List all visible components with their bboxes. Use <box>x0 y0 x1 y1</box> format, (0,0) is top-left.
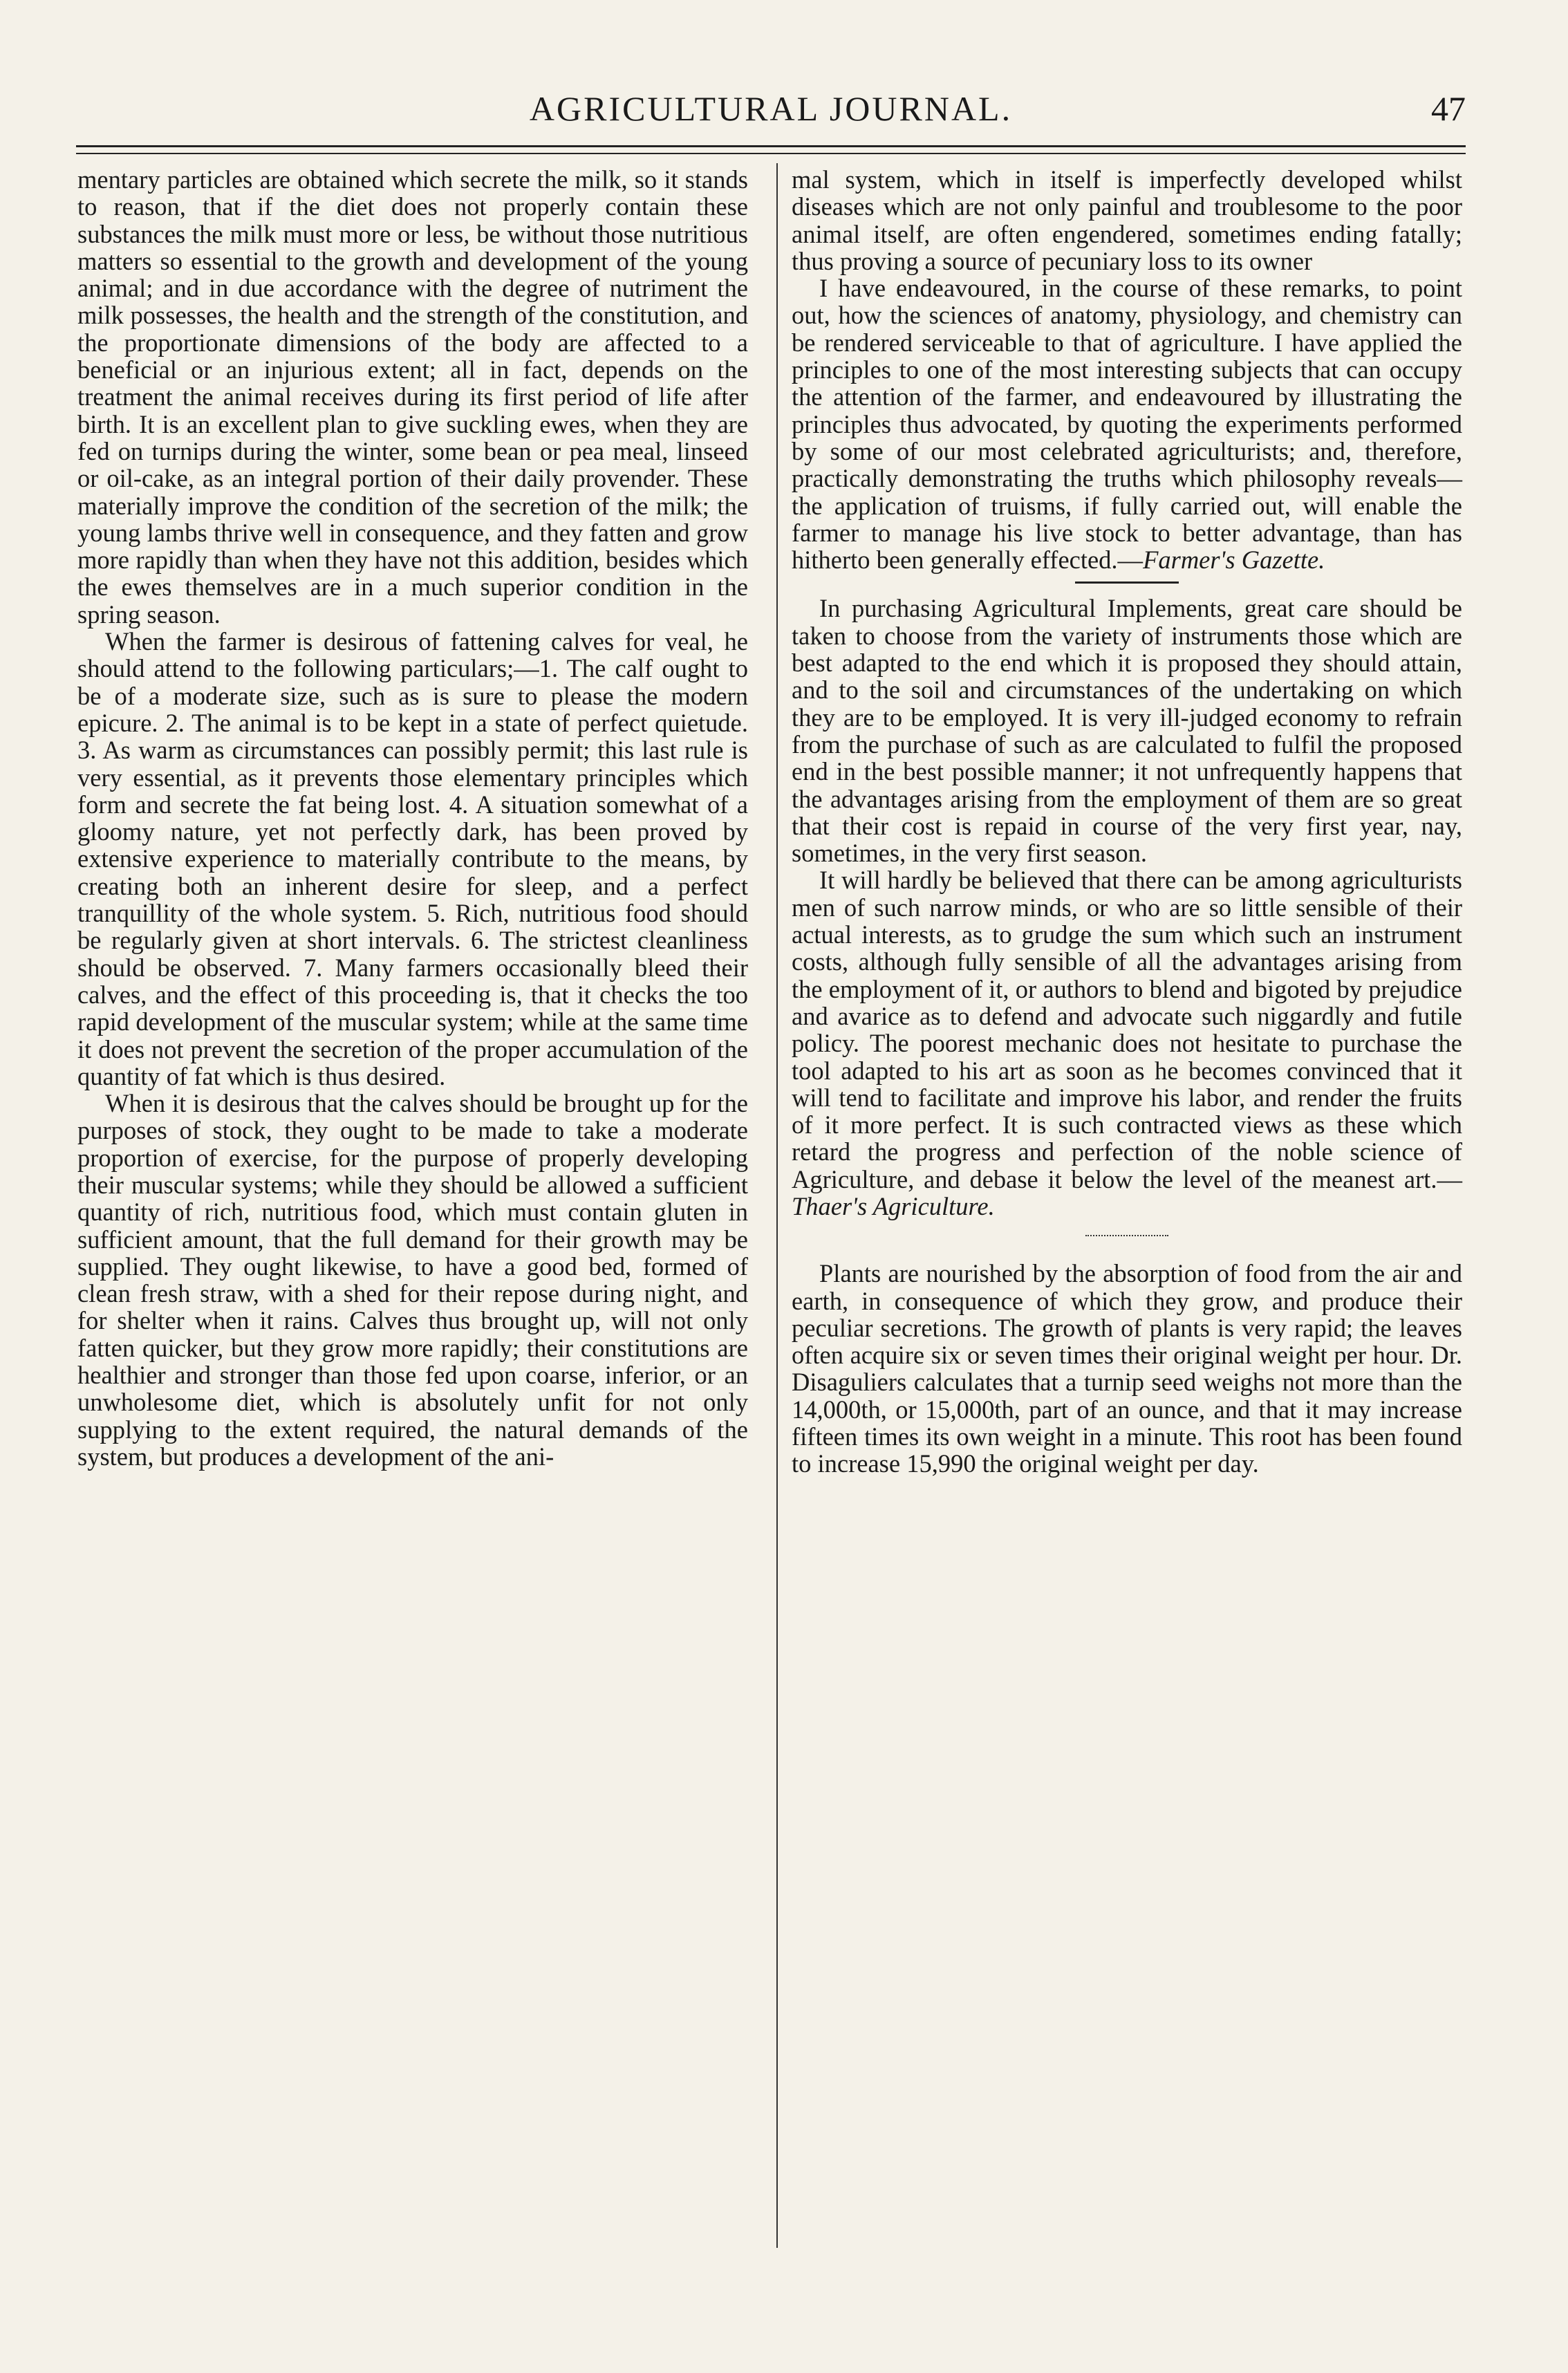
paragraph-text: I have endeavoured, in the course of these remarks, to point out, how the sciences of anatomy, physiology, and chemistry can be rendered serviceable to that of agriculture. I have applied the principles to one of the most interesting subjects that can occupy the attention of the farmer, and endeavoured by illustrating the principles thus advocated, by quoting the experiments performed by some of our most celebrated agriculturists; and, therefore, practically demonstrating the truths which philosophy reveals—the application of truisms, if fully carried out, will enable the farmer to manage his live stock to better advantage, than has hitherto been generally effected.— <box>792 274 1462 575</box>
paragraph: In purchasing Agricultural Implements, great care should be taken to choose from the variety of instruments those which are best adapted to the end which it is proposed they should attain, and to the soil and circumstances of the undertaking on which they are to be employed. It is very ill-judged economy to refrain from the purchase of such as are calculated to fulfil the proposed end in the best possible manner; it not unfrequently happens that the advantages arising from the employment of them are so great that their cost is repaid in course of the very first year, nay, sometimes, in the very first season. <box>792 594 1462 868</box>
running-title: AGRICULTURAL JOURNAL. <box>529 89 1013 128</box>
paragraph <box>792 274 1462 573</box>
section-separator <box>1085 1235 1168 1236</box>
paragraph: Plants are nourished by the absorption of food from the air and earth, in consequence of which they grow, and produce their peculiar secretions. The growth of plants is very rapid; the leaves often acquire six or seven times their original weight per hour. Dr. Disaguliers calculates that a turnip seed weighs not more than the 14,000th, or 15,000th, part of an ounce, and that it may increase fifteen times its own weight in a minute. This root has been found to increase 15,990 the original weight per day. <box>792 1259 1462 1478</box>
paragraph-text: It will hardly be believed that there can be among agriculturists men of such narrow minds, or who are so little sensible of their actual interests, as to grudge the sum which such an instrument costs, although fully sensible of all the advantages arising from the employment of it, or authors to blend and bigoted by prejudice and avarice as to defend and advocate such niggardly and futile policy. The poorest mechanic does not hesitate to purchase the tool adapted to his art as soon as he becomes convinced that it will tend to facilitate and improve his labor, and render the fruits of it more perfect. It is such contracted views as these which retard the progress and perfection of the noble science of Agriculture, and debase it below the level of the meanest art.— <box>792 866 1462 1193</box>
paragraph: mentary particles are obtained which secrete the milk, so it stands to reason, that if the diet does not properly contain these substances the milk must more or less, be without those nutritious matters so essential to the growth and development of the young animal; and in due accordance with the degree of nutriment the milk possesses, the health and the strength of the constitution, and the proportionate dimensions of the body are affected to a beneficial or an injurious extent; all in fact, depends on the treatment the animal receives during its first period of life after birth. It is an excellent plan to give suckling ewes, when they are fed on turnips during the winter, some bean or pea meal, linseed or oil-cake, as an integral portion of their daily provender. These materially improve the condition of the secretion of the milk; the young lambs thrive well in consequence, and they fatten and grow more rapidly than when they have not this addition, besides which the ewes themselves are in a much superior condition in the spring season. <box>77 165 748 629</box>
right-column <box>792 166 1462 1478</box>
page-header <box>76 82 1466 145</box>
page-number: 47 <box>1431 89 1466 128</box>
paragraph: mal system, which in itself is imperfectly developed whilst diseases which are not only painful and troublesome to the poor animal itself, are often engendered, sometimes ending fatally; thus proving a source of pecuniary loss to its owner <box>792 165 1462 275</box>
source-citation: Thaer's Agriculture. <box>792 1191 995 1220</box>
source-citation: Farmer's Gazette. <box>1143 546 1325 575</box>
paragraph: When the farmer is desirous of fattening calves for veal, he should attend to the following particulars;—1. The calf ought to be of a moderate size, such as is sure to please the modern epicure. 2. The animal is to be kept in a state of perfect quietude. 3. As warm as circumstances can possibly permit; this last rule is very essential, as it prevents those elementary principles which form and secrete the fat being lost. 4. A situation somewhat of a gloomy nature, yet not perfectly dark, has been proved by extensive experience to materially contribute to the means, by creating both an inherent desire for sleep, and a perfect tranquillity of the whole system. 5. Rich, nutritious food should be regularly given at short intervals. 6. The strictest cleanliness should be observed. 7. Many farmers occasionally bleed their calves, and the effect of this proceeding is, that it checks the too rapid development of the muscular system; while at the same time it does not prevent the secretion of the proper accumulation of the quantity of fat which is thus desired. <box>77 627 748 1090</box>
paragraph <box>792 866 1462 1220</box>
left-column <box>77 166 748 1470</box>
section-separator <box>1075 581 1179 584</box>
header-rule-thin <box>76 153 1466 154</box>
paragraph: When it is desirous that the calves should be brought up for the purposes of stock, they ought to be made to take a moderate proportion of exercise, for the purpose of properly developing their muscular systems; while they should be allowed a sufficient quantity of rich, nutritious food, which must contain gluten in sufficient amount, that the full demand for their growth may be supplied. They ought likewise, to have a good bed, formed of clean fresh straw, with a shed for their repose during night, and for shelter when it rains. Calves thus brought up, will not only fatten quicker, but they grow more rapidly; their constitutions are healthier and stronger than those fed upon coarse, inferior, or an unwholesome diet, which is absolutely unfit for not only supplying to the extent required, the natural demands of the system, but produces a development of the ani- <box>77 1089 748 1471</box>
column-divider <box>776 163 778 2248</box>
header-rule <box>76 145 1466 147</box>
